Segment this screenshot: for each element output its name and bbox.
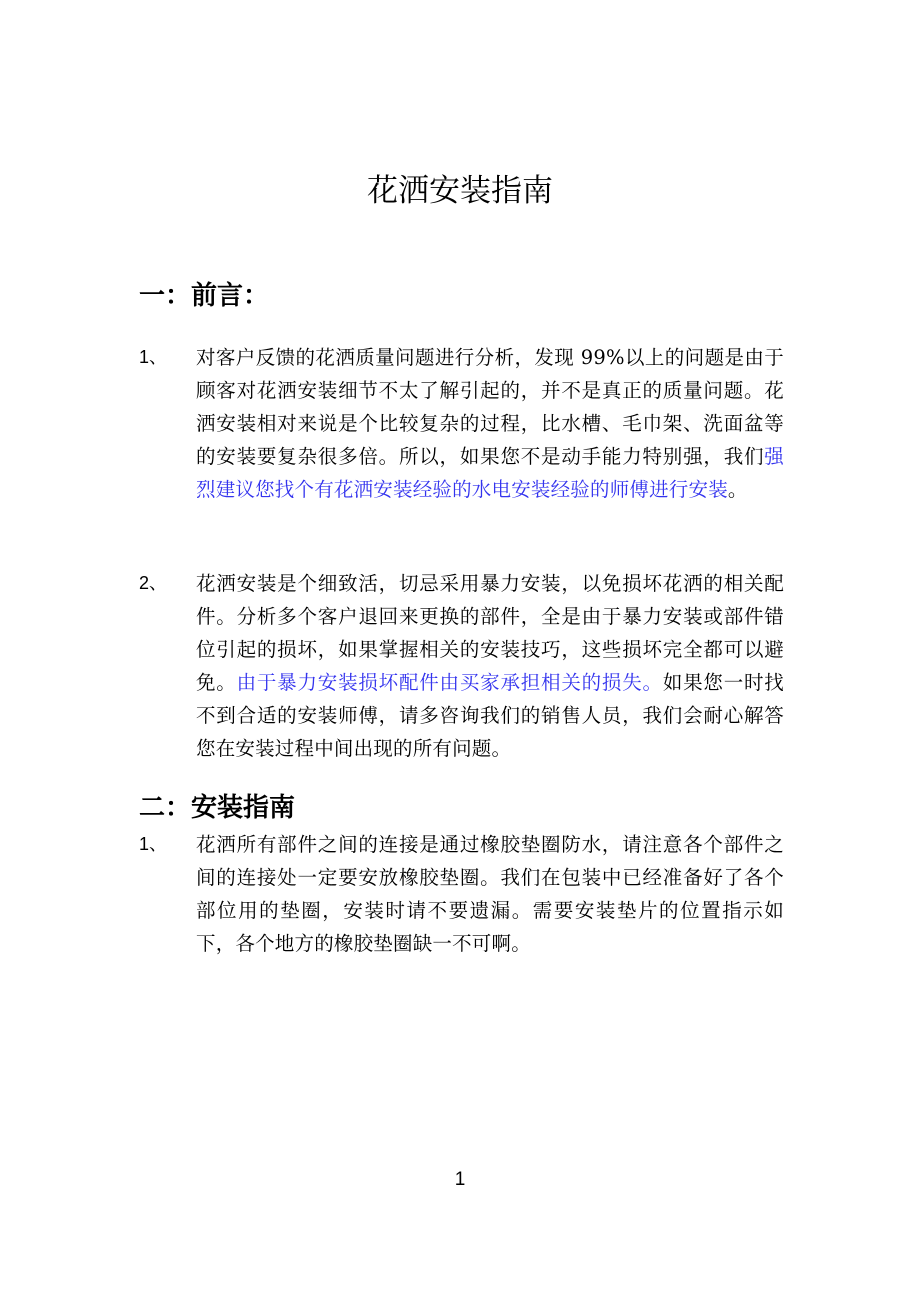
section-heading-preface: 一：前言： <box>139 281 270 311</box>
paragraph-text: 花洒安装是个细致活，切忌采用暴力安装，以免损坏花洒的相关配件。分析多个客户退回来更换的部件，全是由于暴力安装或部件错位引起的损坏，如果掌握相关的安装技巧，这些损坏完全都可以避免。 <box>196 572 784 694</box>
document-title: 花洒安装指南 <box>367 173 553 209</box>
list-item-number: 1、 <box>139 347 168 367</box>
emphasized-text: 强烈建议您找个有花洒安装经验的水电安装经验的师傅进行安装 <box>196 445 784 501</box>
list-item-text <box>196 341 784 506</box>
list-item-number: 1、 <box>139 834 168 854</box>
list-item-text <box>196 567 784 765</box>
list-item-number: 2、 <box>139 573 168 593</box>
page-number: 1 <box>454 1169 466 1190</box>
paragraph-text: 对客户反馈的花洒质量问题进行分析，发现 99%以上的问题是由于顾客对花洒安装细节不太了解引起的，并不是真正的质量问题。花洒安装相对来说是个比较复杂的过程，比水槽、毛巾架、洗面盆等的安装要复杂很多倍。所以，如果您不是动手能力特别强，我们 <box>196 346 784 468</box>
section-heading-install-guide: 二：安装指南 <box>139 793 296 823</box>
emphasized-text: 由于暴力安装损坏配件由买家承担相关的损失。 <box>236 671 663 694</box>
list-item-text <box>196 828 784 960</box>
paragraph-text: 花洒所有部件之间的连接是通过橡胶垫圈防水，请注意各个部件之间的连接处一定要安放橡胶垫圈。我们在包装中已经准备好了各个部位用的垫圈，安装时请不要遗漏。需要安装垫片的位置指示如下，各个地方的橡胶垫圈缺一不可啊。 <box>196 833 784 955</box>
paragraph-text: 如果您一时找不到合适的安装师傅，请多咨询我们的销售人员，我们会耐心解答您在安装过程中间出现的所有问题。 <box>196 671 784 760</box>
paragraph-text: 。 <box>727 478 748 501</box>
